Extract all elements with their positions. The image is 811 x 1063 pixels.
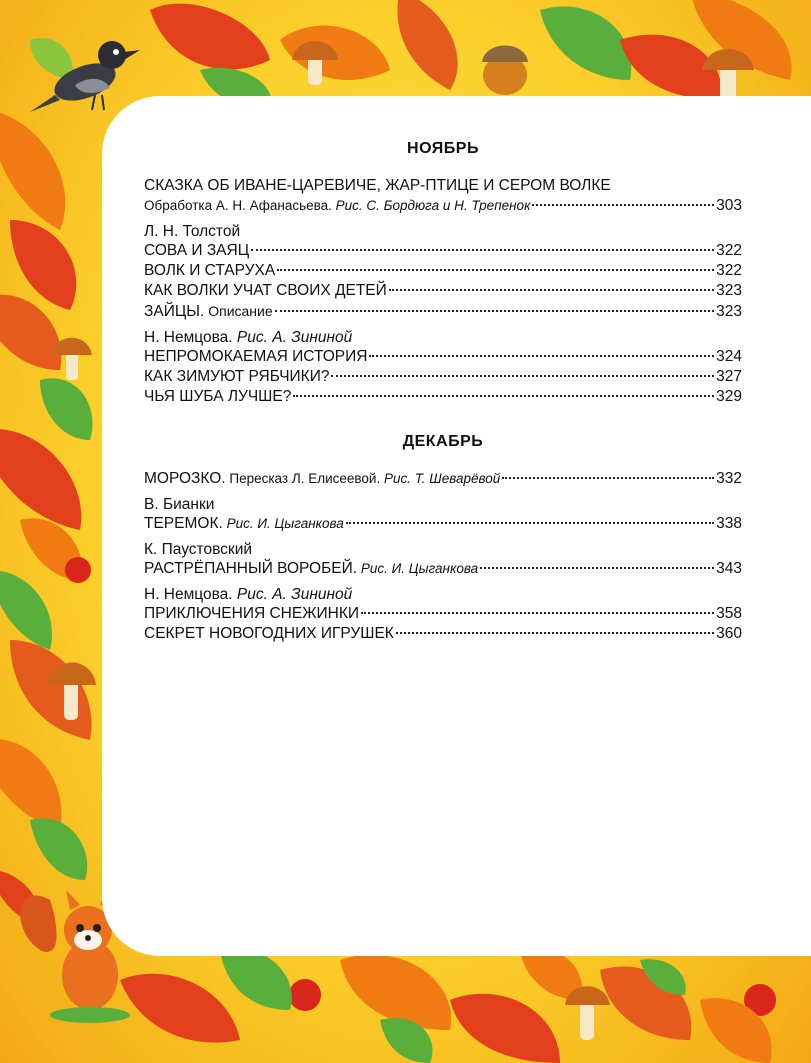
leader-dots: [361, 612, 714, 614]
entry-title: ТЕРЕМОК.: [144, 515, 223, 532]
leader-dots: [331, 375, 714, 377]
author-name: Л. Н. Толстой: [144, 223, 241, 240]
table-of-contents: [144, 140, 742, 644]
toc-entry[interactable]: [144, 196, 742, 216]
author-line: [144, 328, 742, 347]
toc-entry[interactable]: [144, 604, 742, 624]
leader-dots: [502, 477, 714, 479]
entry-illustrator: Рис. А. Зининой: [236, 329, 353, 346]
author-name: Н. Немцова.: [144, 329, 237, 346]
page-number: 360: [716, 625, 742, 642]
leader-dots: [480, 567, 714, 569]
section-title-november: НОЯБРЬ: [407, 140, 479, 157]
entry-title: НЕПРОМОКАЕМАЯ ИСТОРИЯ: [144, 348, 368, 365]
author-name: К. Паустовский: [144, 541, 253, 558]
leaf-icon: [0, 110, 93, 925]
page-number: 322: [716, 262, 742, 279]
entry-illustrator: Рис. А. Зининой: [236, 586, 353, 603]
section-title-december: ДЕКАБРЬ: [402, 433, 484, 450]
entry-title: ЧЬЯ ШУБА ЛУЧШЕ?: [144, 388, 292, 405]
entry-title: СКАЗКА ОБ ИВАНЕ-ЦАРЕВИЧЕ, ЖАР-ПТИЦЕ И СЕРОМ ВОЛКЕ: [144, 177, 611, 194]
mushroom-icon: [565, 986, 610, 1040]
acorn-icon: [482, 46, 528, 96]
leader-dots: [396, 632, 714, 634]
toc-entry[interactable]: [144, 367, 742, 387]
page-number: 323: [716, 303, 742, 320]
entry-illustrator: Рис. И. Цыганкова: [226, 516, 344, 531]
toc-entry[interactable]: [144, 387, 742, 407]
entry-title: КАК ЗИМУЮТ РЯБЧИКИ?: [144, 368, 330, 385]
page-number: 358: [716, 605, 742, 622]
entry-title: КАК ВОЛКИ УЧАТ СВОИХ ДЕТЕЙ: [144, 282, 387, 299]
page-number: 343: [716, 560, 742, 577]
entry-title: ПРИКЛЮЧЕНИЯ СНЕЖИНКИ: [144, 605, 360, 622]
toc-entry[interactable]: [144, 347, 742, 367]
toc-entry[interactable]: [144, 281, 742, 301]
page-number: 338: [716, 515, 742, 532]
author-name: В. Бианки: [144, 496, 215, 513]
entry-illustrator: Рис. Т. Шеварёвой: [384, 471, 501, 486]
entry-illustrator: Рис. С. Бордюга и Н. Трепенок: [335, 198, 531, 213]
entry-title: СЕКРЕТ НОВОГОДНИХ ИГРУШЕК: [144, 625, 394, 642]
leader-dots: [346, 522, 714, 524]
leader-dots: [369, 355, 714, 357]
toc-entry[interactable]: [144, 559, 742, 579]
leaf-icon: [120, 948, 772, 1063]
toc-entry[interactable]: [144, 241, 742, 261]
page-number: 324: [716, 348, 742, 365]
page-number: 323: [716, 282, 742, 299]
entry-title: ЗАЙЦЫ.: [144, 303, 205, 320]
entry-title: РАСТРЁПАННЫЙ ВОРОБЕЙ.: [144, 560, 358, 577]
entry-title: СОВА И ЗАЯЦ: [144, 242, 250, 259]
toc-entry[interactable]: [144, 301, 742, 322]
leader-dots: [251, 249, 714, 251]
page-number: 332: [716, 470, 742, 487]
author-line: [144, 585, 742, 604]
page-number: 329: [716, 388, 742, 405]
toc-entry[interactable]: [144, 514, 742, 534]
author-name: Н. Немцова.: [144, 586, 237, 603]
leaf-icon: [30, 0, 792, 110]
leader-dots: [389, 289, 714, 291]
page-number: 322: [716, 242, 742, 259]
entry-title: Обработка А. Н. Афанасьева.: [144, 198, 332, 213]
entry-illustrator: Рис. И. Цыганкова: [360, 561, 479, 576]
leader-dots: [532, 204, 714, 206]
toc-entry[interactable]: [144, 624, 742, 644]
entry-title: МОРОЗКО.: [144, 470, 226, 487]
leader-dots: [277, 269, 714, 271]
entry-subtitle: Пересказ Л. Елисеевой.: [229, 471, 381, 486]
toc-entry[interactable]: [144, 469, 742, 489]
toc-entry[interactable]: [144, 261, 742, 281]
entry-subtitle: Описание: [208, 303, 273, 319]
page-number: 303: [716, 197, 742, 214]
page-number: 327: [716, 368, 742, 385]
leader-dots: [275, 310, 714, 312]
entry-title: ВОЛК И СТАРУХА: [144, 262, 276, 279]
leader-dots: [293, 395, 714, 397]
